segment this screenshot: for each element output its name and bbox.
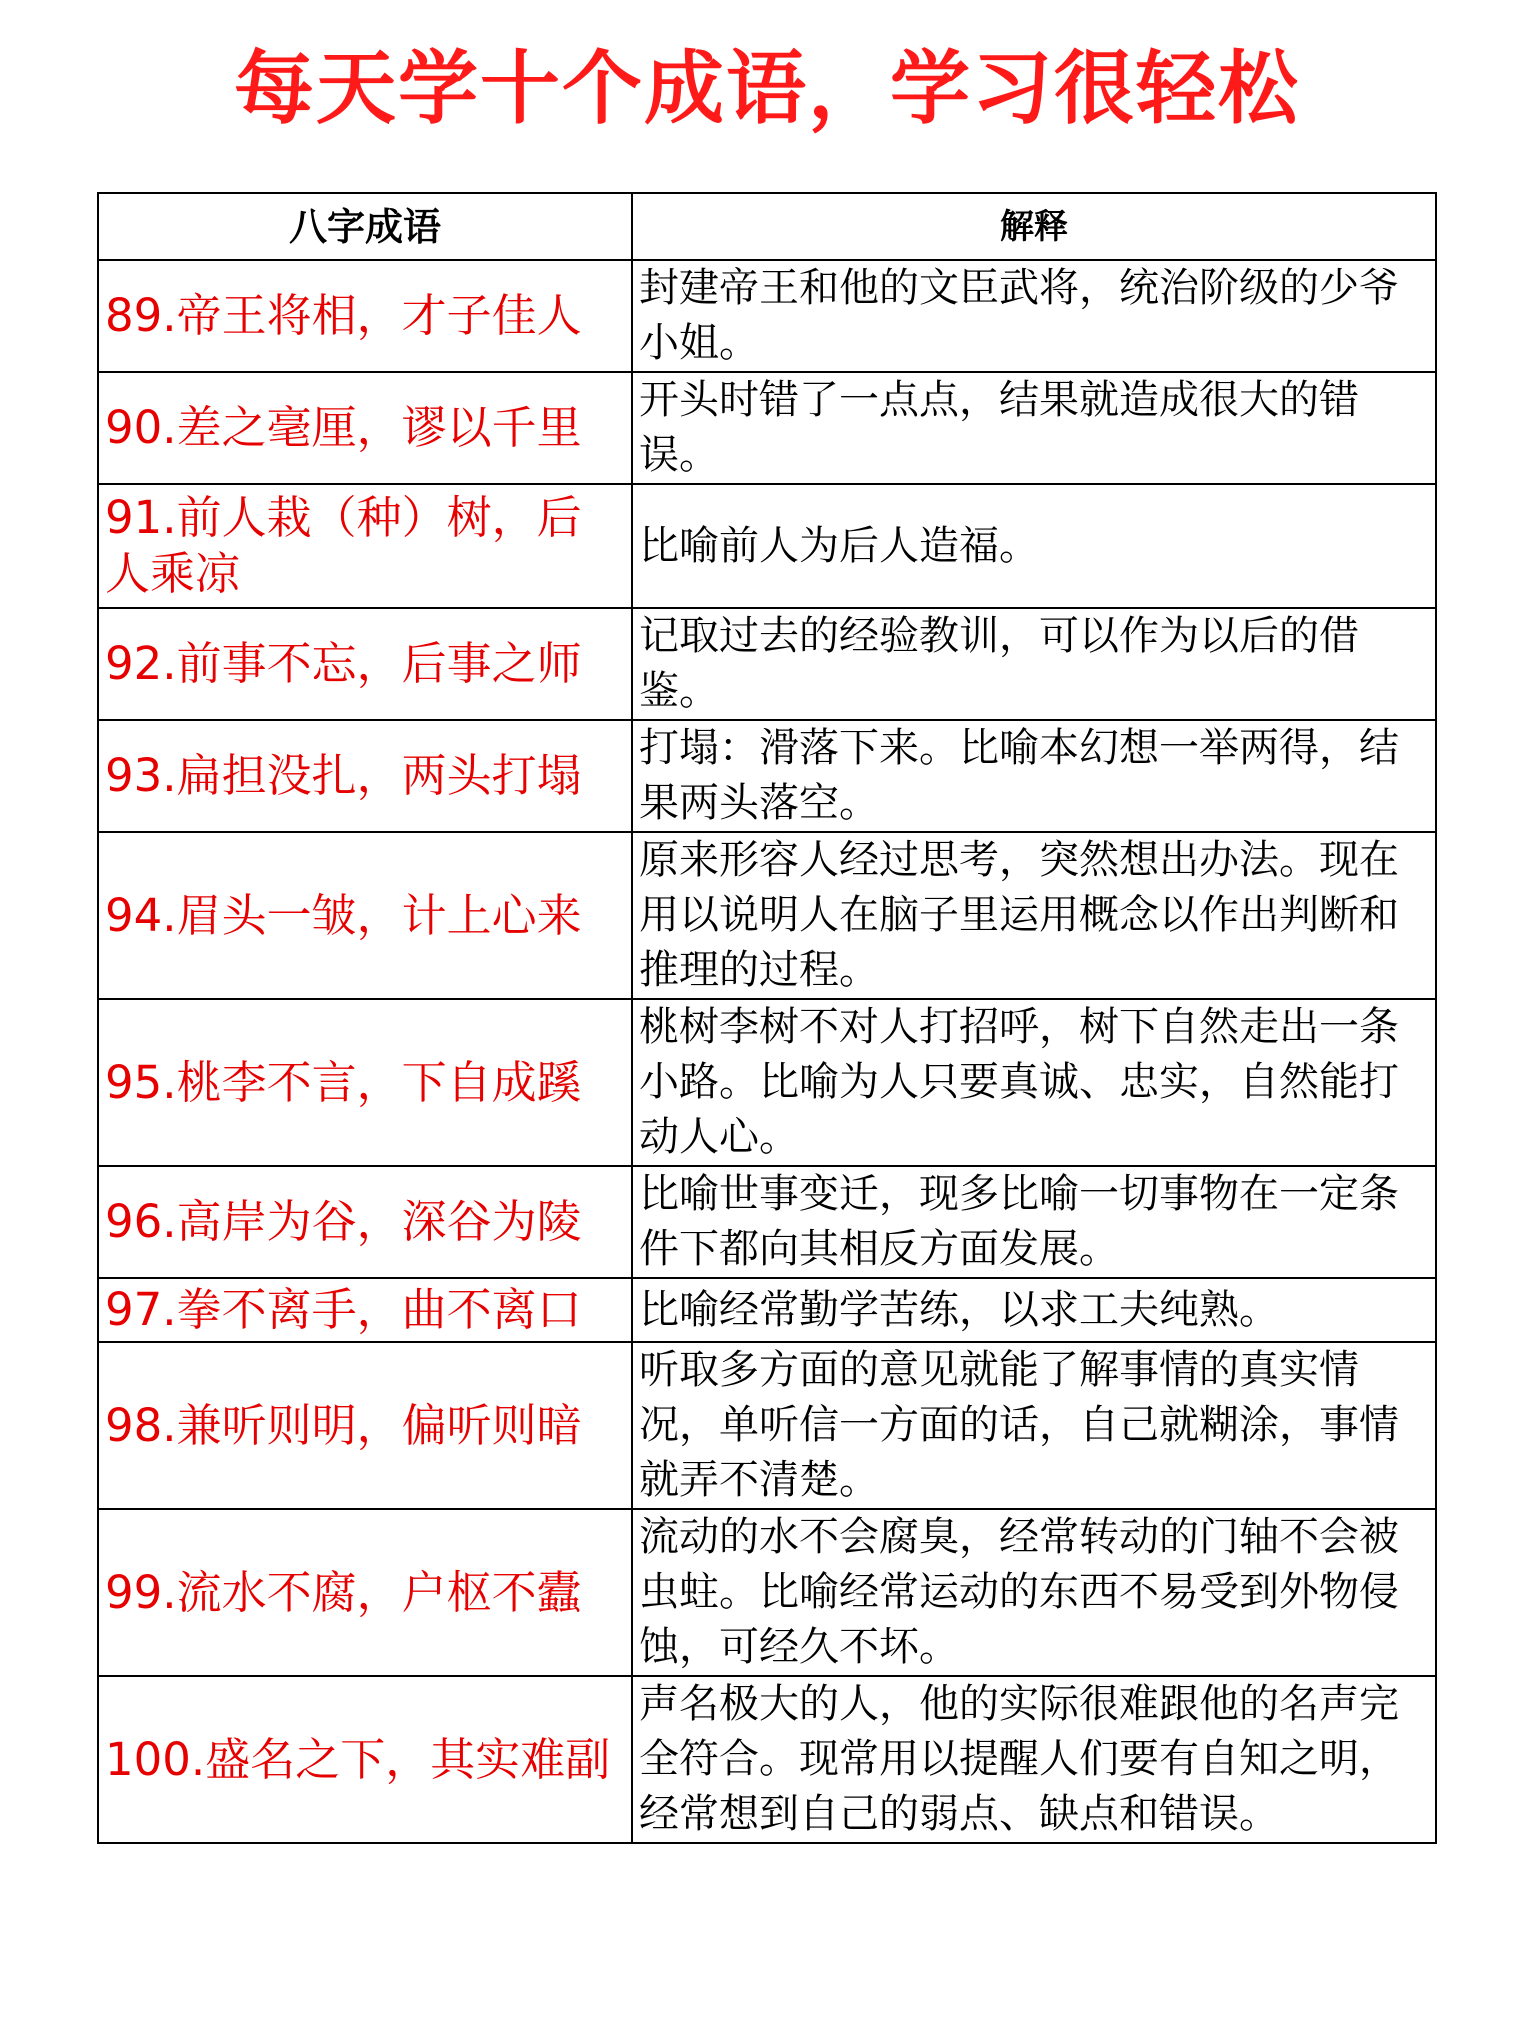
idiom-cell: 89.帝王将相，才子佳人: [98, 260, 632, 372]
table-row: [98, 608, 1436, 720]
idiom-cell: 93.扁担没扎，两头打塌: [98, 720, 632, 832]
explanation-cell: 比喻世事变迁，现多比喻一切事物在一定条件下都向其相反方面发展。: [632, 1166, 1436, 1278]
table-row: [98, 484, 1436, 608]
idiom-cell: 98.兼听则明，偏听则暗: [98, 1342, 632, 1509]
idiom-cell: 99.流水不腐，户枢不蠹: [98, 1509, 632, 1676]
page-title: 每天学十个成语，学习很轻松: [234, 42, 1300, 135]
table-row: [98, 1166, 1436, 1278]
explanation-cell: 封建帝王和他的文臣武将，统治阶级的少爷小姐。: [632, 260, 1436, 372]
header-idiom: 八字成语: [98, 193, 632, 260]
table-row: [98, 1342, 1436, 1509]
explanation-cell: 桃树李树不对人打招呼，树下自然走出一条小路。比喻为人只要真诚、忠实，自然能打动人心。: [632, 999, 1436, 1166]
table-row: [98, 260, 1436, 372]
table-row: [98, 1509, 1436, 1676]
explanation-cell: 记取过去的经验教训，可以作为以后的借鉴。: [632, 608, 1436, 720]
idiom-cell: 100.盛名之下，其实难副: [98, 1676, 632, 1843]
explanation-cell: 流动的水不会腐臭，经常转动的门轴不会被虫蛀。比喻经常运动的东西不易受到外物侵蚀，可经久不坏。: [632, 1509, 1436, 1676]
idiom-cell: 96.高岸为谷，深谷为陵: [98, 1166, 632, 1278]
table-row: [98, 372, 1436, 484]
header-explanation: 解释: [632, 193, 1436, 260]
idiom-cell: 97.拳不离手，曲不离口: [98, 1278, 632, 1342]
explanation-cell: 听取多方面的意见就能了解事情的真实情况，单听信一方面的话，自己就糊涂，事情就弄不清楚。: [632, 1342, 1436, 1509]
idiom-cell: 90.差之毫厘，谬以千里: [98, 372, 632, 484]
table-row: [98, 999, 1436, 1166]
explanation-cell: 打塌：滑落下来。比喻本幻想一举两得，结果两头落空。: [632, 720, 1436, 832]
table-row: [98, 720, 1436, 832]
table-row: [98, 1278, 1436, 1342]
idiom-cell: 91.前人栽（种）树，后人乘凉: [98, 484, 632, 608]
explanation-cell: 开头时错了一点点，结果就造成很大的错误。: [632, 372, 1436, 484]
idiom-cell: 95.桃李不言，下自成蹊: [98, 999, 632, 1166]
table-header-row: [98, 193, 1436, 260]
idiom-table: [97, 192, 1437, 1844]
idiom-cell: 94.眉头一皱，计上心来: [98, 832, 632, 999]
table-row: [98, 1676, 1436, 1843]
idiom-cell: 92.前事不忘，后事之师: [98, 608, 632, 720]
explanation-cell: 比喻前人为后人造福。: [632, 484, 1436, 608]
explanation-cell: 比喻经常勤学苦练，以求工夫纯熟。: [632, 1278, 1436, 1342]
table-row: [98, 832, 1436, 999]
explanation-cell: 原来形容人经过思考，突然想出办法。现在用以说明人在脑子里运用概念以作出判断和推理的过程。: [632, 832, 1436, 999]
explanation-cell: 声名极大的人，他的实际很难跟他的名声完全符合。现常用以提醒人们要有自知之明，经常想到自己的弱点、缺点和错误。: [632, 1676, 1436, 1843]
